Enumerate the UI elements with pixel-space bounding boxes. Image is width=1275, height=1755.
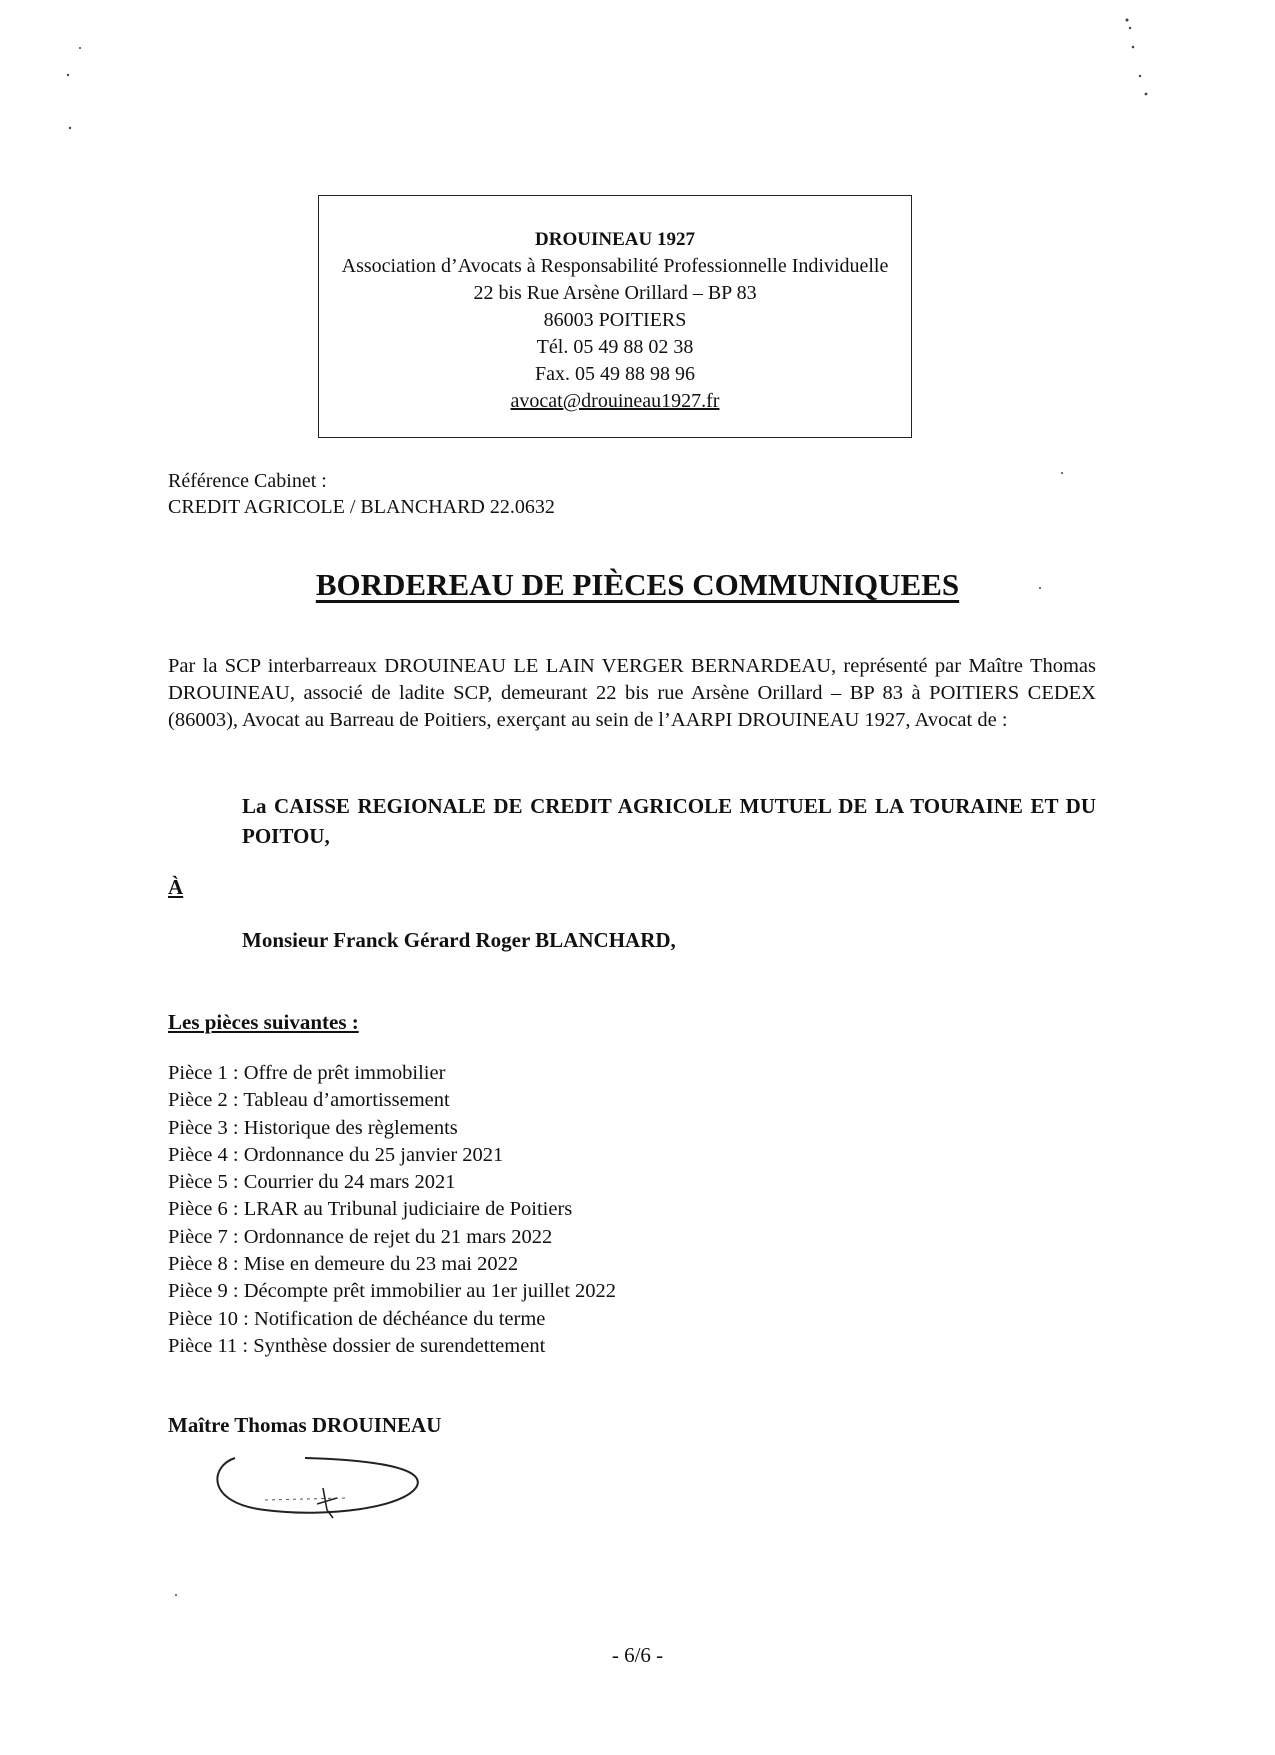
pieces-list — [168, 1060, 616, 1360]
piece-item: Pièce 3 : Historique des règlements — [168, 1116, 458, 1139]
signatory-name: Maître Thomas DROUINEAU — [168, 1413, 442, 1437]
intro-paragraph: Par la SCP interbarreaux DROUINEAU LE LAIN VERGER BERNARDEAU, représenté par Maître Thomas DROUINEAU, associé de ladite SCP, demeurant 22 bis rue Arsène Orillard – BP 83 à POITIERS CEDEX (86003), Avocat au Barreau de Poitiers, exerçant au sein de l’AARPI DROUINEAU 1927, Avocat de : — [168, 655, 1096, 731]
firm-fax: Fax. 05 49 88 98 96 — [535, 363, 695, 385]
opponent-name: Monsieur Franck Gérard Roger BLANCHARD, — [242, 928, 676, 952]
reference-label: Référence Cabinet : — [168, 470, 327, 492]
firm-address: 22 bis Rue Arsène Orillard – BP 83 — [473, 282, 757, 304]
piece-item: Pièce 2 : Tableau d’amortissement — [168, 1089, 450, 1112]
piece-item: Pièce 9 : Décompte prêt immobilier au 1er juillet 2022 — [168, 1280, 617, 1303]
firm-letterhead-box — [318, 195, 912, 438]
piece-item: Pièce 11 : Synthèse dossier de surendettement — [168, 1334, 546, 1357]
piece-item: Pièce 6 : LRAR au Tribunal judiciaire de Poitiers — [168, 1198, 573, 1221]
piece-item: Pièce 8 : Mise en demeure du 23 mai 2022 — [168, 1253, 519, 1276]
reference-value: CREDIT AGRICOLE / BLANCHARD 22.0632 — [168, 496, 555, 518]
firm-email-link[interactable]: avocat@drouineau1927.fr — [510, 390, 720, 412]
piece-item: Pièce 5 : Courrier du 24 mars 2021 — [168, 1171, 456, 1194]
page-number: - 6/6 - — [611, 1643, 664, 1667]
piece-item: Pièce 7 : Ordonnance de rejet du 21 mars 2022 — [168, 1225, 553, 1248]
handwritten-signature — [205, 1448, 425, 1528]
firm-association: Association d’Avocats à Responsabilité Professionnelle Individuelle — [341, 255, 889, 277]
piece-item: Pièce 4 : Ordonnance du 25 janvier 2021 — [168, 1143, 504, 1166]
pieces-heading: Les pièces suivantes : — [168, 1010, 359, 1034]
firm-city: 86003 POITIERS — [543, 309, 687, 331]
firm-name: DROUINEAU 1927 — [535, 229, 695, 250]
cabinet-reference — [168, 468, 555, 520]
piece-item: Pièce 10 : Notification de déchéance du terme — [168, 1307, 546, 1330]
document-title: BORDEREAU DE PIÈCES COMMUNIQUEES — [315, 567, 960, 602]
piece-item: Pièce 1 : Offre de prêt immobilier — [168, 1062, 446, 1084]
recipient-label: À — [168, 875, 184, 899]
firm-tel: Tél. 05 49 88 02 38 — [536, 336, 694, 358]
client-name: La CAISSE REGIONALE DE CREDIT AGRICOLE MUTUEL DE LA TOURAINE ET DU POITOU, — [242, 794, 1096, 848]
